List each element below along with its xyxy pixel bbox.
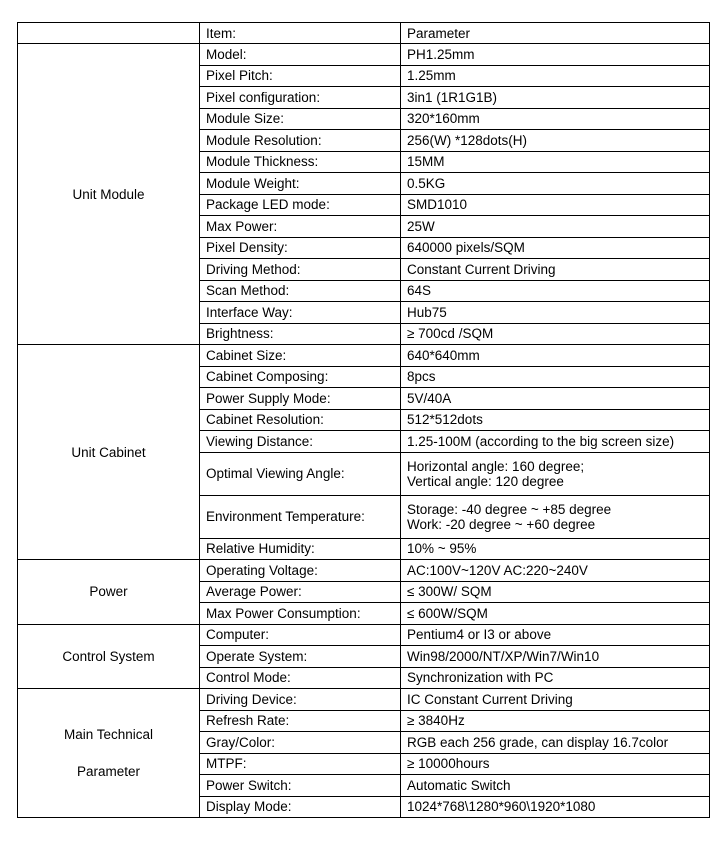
parameter-value xyxy=(401,130,710,152)
item-label: MTPF: xyxy=(200,753,401,775)
parameter-value-line: Win98/2000/NT/XP/Win7/Win10 xyxy=(407,648,600,664)
item-label: Cabinet Composing: xyxy=(200,366,401,388)
parameter-value-line: Synchronization with PC xyxy=(407,670,554,686)
parameter-value xyxy=(401,538,710,560)
parameter-value-line: 0.5KG xyxy=(407,175,446,191)
parameter-value xyxy=(401,689,710,711)
parameter-value-line: 8pcs xyxy=(407,369,436,385)
item-label: Package LED mode: xyxy=(200,194,401,216)
parameter-value xyxy=(401,44,710,66)
parameter-value xyxy=(401,646,710,668)
item-label: Power Supply Mode: xyxy=(200,388,401,410)
parameter-value-line: 3in1 (1R1G1B) xyxy=(407,89,498,105)
parameter-value xyxy=(401,796,710,818)
section-title-power xyxy=(18,560,200,625)
table-row xyxy=(18,345,710,367)
parameter-value xyxy=(401,87,710,109)
spec-table xyxy=(17,22,710,818)
parameter-value xyxy=(401,753,710,775)
section-title-line: Unit Module xyxy=(72,186,145,202)
parameter-value xyxy=(401,108,710,130)
section-title-main-technical-parameter xyxy=(18,689,200,818)
item-label: Driving Device: xyxy=(200,689,401,711)
parameter-value xyxy=(401,732,710,754)
parameter-value xyxy=(401,216,710,238)
item-label: Max Power: xyxy=(200,216,401,238)
parameter-value xyxy=(401,667,710,689)
table-row xyxy=(18,689,710,711)
parameter-value xyxy=(401,560,710,582)
parameter-value xyxy=(401,624,710,646)
item-label: Pixel Pitch: xyxy=(200,65,401,87)
item-label: Optimal Viewing Angle: xyxy=(200,452,401,495)
item-label: Module Resolution: xyxy=(200,130,401,152)
parameter-value xyxy=(401,323,710,345)
parameter-value-line: ≥ 10000hours xyxy=(407,756,490,772)
parameter-value xyxy=(401,237,710,259)
parameter-value-line: Storage: -40 degree ~ +85 degree xyxy=(407,501,612,517)
section-title-line: Control System xyxy=(62,648,155,664)
parameter-value-line: 1024*768\1280*960\1920*1080 xyxy=(407,799,596,815)
item-label: Pixel Density: xyxy=(200,237,401,259)
item-label: Display Mode: xyxy=(200,796,401,818)
header-blank-cell xyxy=(18,23,200,44)
parameter-value xyxy=(401,495,710,538)
section-title-unit-cabinet xyxy=(18,345,200,560)
parameter-value xyxy=(401,259,710,281)
section-title-control-system xyxy=(18,624,200,689)
parameter-value-line: 1.25-100M (according to the big screen size) xyxy=(407,433,675,449)
parameter-value-line: Hub75 xyxy=(407,304,447,320)
item-label: Power Switch: xyxy=(200,775,401,797)
parameter-value-line: Constant Current Driving xyxy=(407,261,556,277)
section-title-line: Main Technical xyxy=(63,727,154,742)
header-item: Item: xyxy=(200,23,401,44)
section-title-unit-module xyxy=(18,44,200,345)
item-label: Driving Method: xyxy=(200,259,401,281)
parameter-value-line: 25W xyxy=(407,218,435,234)
item-label: Pixel configuration: xyxy=(200,87,401,109)
item-label: Environment Temperature: xyxy=(200,495,401,538)
section-title-line: Parameter xyxy=(76,764,141,779)
parameter-value-line: 256(W) *128dots(H) xyxy=(407,132,528,148)
parameter-value-line: ≥ 700cd /SQM xyxy=(407,326,494,342)
parameter-value-line: IC Constant Current Driving xyxy=(407,691,573,707)
parameter-value-line: 320*160mm xyxy=(407,111,480,127)
item-label: Model: xyxy=(200,44,401,66)
parameter-value xyxy=(401,151,710,173)
parameter-value-line: RGB each 256 grade, can display 16.7color xyxy=(407,734,669,750)
table-row xyxy=(18,44,710,66)
header-parameter: Parameter xyxy=(401,23,710,44)
parameter-value-line: Vertical angle: 120 degree xyxy=(407,473,564,489)
parameter-value xyxy=(401,581,710,603)
parameter-value-line: Work: -20 degree ~ +60 degree xyxy=(407,516,596,532)
item-label: Operating Voltage: xyxy=(200,560,401,582)
item-label: Gray/Color: xyxy=(200,732,401,754)
table-header-row xyxy=(18,23,710,44)
parameter-value-line: ≤ 600W/SQM xyxy=(407,605,488,621)
parameter-value xyxy=(401,366,710,388)
parameter-value-line: AC:100V~120V AC:220~240V xyxy=(407,562,588,578)
item-label: Scan Method: xyxy=(200,280,401,302)
parameter-value xyxy=(401,65,710,87)
item-label: Control Mode: xyxy=(200,667,401,689)
parameter-value xyxy=(401,388,710,410)
parameter-value-line: SMD1010 xyxy=(407,197,468,213)
parameter-value xyxy=(401,603,710,625)
parameter-value-line: Horizontal angle: 160 degree; xyxy=(407,458,585,474)
parameter-value xyxy=(401,452,710,495)
item-label: Viewing Distance: xyxy=(200,431,401,453)
item-label: Brightness: xyxy=(200,323,401,345)
parameter-value xyxy=(401,775,710,797)
section-title-line: Power xyxy=(89,584,128,600)
parameter-value-line: ≤ 300W/ SQM xyxy=(407,584,492,600)
parameter-value-line: 640*640mm xyxy=(407,347,480,363)
parameter-value xyxy=(401,173,710,195)
section-title-line: Unit Cabinet xyxy=(71,444,146,460)
item-label: Module Size: xyxy=(200,108,401,130)
parameter-value-line: 1.25mm xyxy=(407,68,456,84)
item-label: Relative Humidity: xyxy=(200,538,401,560)
parameter-value xyxy=(401,710,710,732)
item-label: Refresh Rate: xyxy=(200,710,401,732)
item-label: Operate System: xyxy=(200,646,401,668)
parameter-value-line: 512*512dots xyxy=(407,412,483,428)
parameter-value-line: Pentium4 or I3 or above xyxy=(407,627,552,643)
item-label: Interface Way: xyxy=(200,302,401,324)
spec-table-body xyxy=(18,23,710,818)
parameter-value-line: 640000 pixels/SQM xyxy=(407,240,525,256)
item-label: Cabinet Size: xyxy=(200,345,401,367)
parameter-value-line: 64S xyxy=(407,283,432,299)
parameter-value xyxy=(401,302,710,324)
parameter-value xyxy=(401,409,710,431)
parameter-value xyxy=(401,431,710,453)
parameter-value-line: PH1.25mm xyxy=(407,46,475,62)
item-label: Max Power Consumption: xyxy=(200,603,401,625)
table-row xyxy=(18,624,710,646)
item-label: Computer: xyxy=(200,624,401,646)
item-label: Module Weight: xyxy=(200,173,401,195)
item-label: Module Thickness: xyxy=(200,151,401,173)
parameter-value-line: 5V/40A xyxy=(407,390,452,406)
section-title-spacer xyxy=(24,742,193,764)
parameter-value-line: 15MM xyxy=(407,154,445,170)
parameter-value xyxy=(401,345,710,367)
item-label: Cabinet Resolution: xyxy=(200,409,401,431)
table-row xyxy=(18,560,710,582)
parameter-value-line: Automatic Switch xyxy=(407,777,511,793)
item-label: Average Power: xyxy=(200,581,401,603)
parameter-value xyxy=(401,194,710,216)
parameter-value-line: 10% ~ 95% xyxy=(407,541,477,557)
parameter-value-line: ≥ 3840Hz xyxy=(407,713,465,729)
parameter-value xyxy=(401,280,710,302)
